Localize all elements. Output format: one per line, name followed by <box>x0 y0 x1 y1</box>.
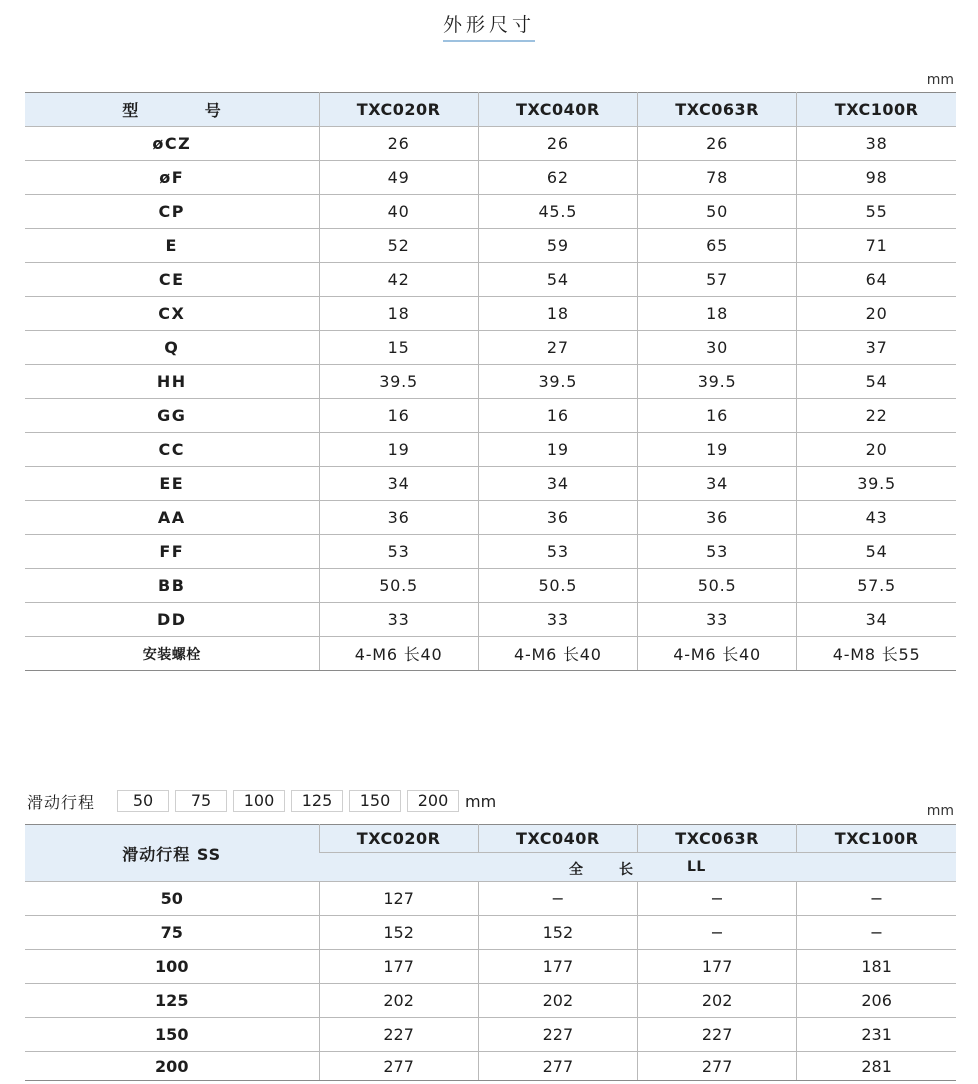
table-cell: 20 <box>797 297 956 331</box>
row-label: AA <box>25 501 319 535</box>
table-row <box>25 882 956 916</box>
table-cell: 34 <box>478 467 637 501</box>
table-cell: 36 <box>638 501 797 535</box>
table-cell: 33 <box>478 603 637 637</box>
table-row <box>25 263 956 297</box>
table-cell: 206 <box>797 984 956 1018</box>
stroke-option[interactable]: 75 <box>175 790 227 812</box>
header-model: TXC063R <box>638 93 797 127</box>
table-cell: 53 <box>478 535 637 569</box>
subheader-ll: LL <box>687 859 706 875</box>
table-cell: − <box>638 882 797 916</box>
table-row <box>25 433 956 467</box>
header-model: TXC063R <box>638 825 797 853</box>
table-cell: 277 <box>638 1052 797 1081</box>
table-row <box>25 501 956 535</box>
table-cell: 50.5 <box>638 569 797 603</box>
row-label: 125 <box>25 984 319 1018</box>
table-cell: 18 <box>319 297 478 331</box>
table-cell: 26 <box>319 127 478 161</box>
dimensions-table <box>25 92 956 671</box>
table-cell: 54 <box>478 263 637 297</box>
table-cell: 55 <box>797 195 956 229</box>
row-label: CP <box>25 195 319 229</box>
table-cell: 16 <box>478 399 637 433</box>
subheader-char: 全 <box>569 862 584 878</box>
table-cell: 50.5 <box>319 569 478 603</box>
table-cell: 71 <box>797 229 956 263</box>
table-cell: 18 <box>638 297 797 331</box>
table-cell: 22 <box>797 399 956 433</box>
row-label: 150 <box>25 1018 319 1052</box>
stroke-label: 滑动行程 <box>27 792 96 812</box>
table-cell: 50 <box>638 195 797 229</box>
header-model: TXC040R <box>478 93 637 127</box>
header-model: TXC100R <box>797 825 956 853</box>
table-row <box>25 127 956 161</box>
table-cell: 202 <box>319 984 478 1018</box>
table-cell: 52 <box>319 229 478 263</box>
header-model: TXC100R <box>797 93 956 127</box>
table-row <box>25 1052 956 1081</box>
table-cell: 231 <box>797 1018 956 1052</box>
table-cell: 202 <box>478 984 637 1018</box>
table-cell: 57 <box>638 263 797 297</box>
stroke-unit: mm <box>465 791 497 811</box>
header-model: TXC020R <box>319 93 478 127</box>
table-cell: 16 <box>638 399 797 433</box>
stroke-options <box>27 790 496 812</box>
row-label: FF <box>25 535 319 569</box>
table-cell: 53 <box>319 535 478 569</box>
row-label: E <box>25 229 319 263</box>
row-label: EE <box>25 467 319 501</box>
table-row <box>25 161 956 195</box>
table-cell: − <box>478 882 637 916</box>
table-cell: 42 <box>319 263 478 297</box>
table-cell: 16 <box>319 399 478 433</box>
row-label: øCZ <box>25 127 319 161</box>
table-cell: 277 <box>319 1052 478 1081</box>
table-cell: 57.5 <box>797 569 956 603</box>
table-cell: 49 <box>319 161 478 195</box>
table-cell: 20 <box>797 433 956 467</box>
table-cell: 34 <box>319 467 478 501</box>
row-label: 100 <box>25 950 319 984</box>
stroke-option[interactable]: 50 <box>117 790 169 812</box>
table-cell: 38 <box>797 127 956 161</box>
table-cell: 227 <box>319 1018 478 1052</box>
table-row <box>25 331 956 365</box>
unit-label-top: mm <box>926 72 954 88</box>
table-cell: 177 <box>478 950 637 984</box>
table-cell: 53 <box>638 535 797 569</box>
row-label: CE <box>25 263 319 297</box>
table-cell: 27 <box>478 331 637 365</box>
table-cell: 4-M8 长55 <box>797 637 956 671</box>
row-label: 50 <box>25 882 319 916</box>
row-label: HH <box>25 365 319 399</box>
row-label: 安装螺栓 <box>25 637 319 671</box>
length-header-row <box>25 825 956 853</box>
table-cell: 4-M6 长40 <box>478 637 637 671</box>
table-cell: 19 <box>638 433 797 467</box>
page-title <box>0 10 978 42</box>
table-cell: 62 <box>478 161 637 195</box>
table-row <box>25 229 956 263</box>
header-model: TXC020R <box>319 825 478 853</box>
table-cell: 78 <box>638 161 797 195</box>
row-label: 75 <box>25 916 319 950</box>
table-cell: 37 <box>797 331 956 365</box>
row-label: CX <box>25 297 319 331</box>
row-label: Q <box>25 331 319 365</box>
table-cell: 18 <box>478 297 637 331</box>
table-cell: 4-M6 长40 <box>638 637 797 671</box>
table-cell: 152 <box>478 916 637 950</box>
table-cell: 34 <box>797 603 956 637</box>
table-cell: 26 <box>638 127 797 161</box>
table-cell: 15 <box>319 331 478 365</box>
dimensions-header-row <box>25 93 956 127</box>
table-cell: 64 <box>797 263 956 297</box>
table-row <box>25 984 956 1018</box>
table-cell: 127 <box>319 882 478 916</box>
table-row <box>25 603 956 637</box>
table-cell: 39.5 <box>478 365 637 399</box>
row-label: GG <box>25 399 319 433</box>
table-cell: 277 <box>478 1052 637 1081</box>
stroke-option[interactable]: 100 <box>233 790 285 812</box>
row-label: øF <box>25 161 319 195</box>
length-table <box>25 824 956 1081</box>
table-cell: 33 <box>638 603 797 637</box>
table-cell: 177 <box>319 950 478 984</box>
table-row <box>25 1018 956 1052</box>
table-cell: 4-M6 长40 <box>319 637 478 671</box>
table-cell: 202 <box>638 984 797 1018</box>
table-cell: 54 <box>797 365 956 399</box>
header-stroke-label: 滑动行程 SS <box>25 825 319 882</box>
overall-length-label <box>319 853 956 882</box>
table-cell: 26 <box>478 127 637 161</box>
table-cell: 39.5 <box>797 467 956 501</box>
table-cell: − <box>797 882 956 916</box>
row-label: BB <box>25 569 319 603</box>
table-cell: 152 <box>319 916 478 950</box>
table-cell: 281 <box>797 1052 956 1081</box>
row-label: CC <box>25 433 319 467</box>
table-row <box>25 916 956 950</box>
table-row <box>25 399 956 433</box>
table-cell: 98 <box>797 161 956 195</box>
row-label: DD <box>25 603 319 637</box>
unit-label-bottom: mm <box>926 803 954 819</box>
table-cell: 65 <box>638 229 797 263</box>
table-cell: 59 <box>478 229 637 263</box>
table-cell: 19 <box>319 433 478 467</box>
table-cell: 34 <box>638 467 797 501</box>
subheader-char: 长 <box>619 862 634 878</box>
table-cell: 54 <box>797 535 956 569</box>
table-row <box>25 569 956 603</box>
table-row <box>25 535 956 569</box>
table-cell: 33 <box>319 603 478 637</box>
table-cell: 227 <box>638 1018 797 1052</box>
table-row <box>25 195 956 229</box>
table-cell: 36 <box>319 501 478 535</box>
table-cell: − <box>797 916 956 950</box>
table-cell: 40 <box>319 195 478 229</box>
table-cell: 50.5 <box>478 569 637 603</box>
page-title-text: 外形尺寸 <box>443 10 535 42</box>
row-label: 200 <box>25 1052 319 1081</box>
table-row <box>25 637 956 671</box>
table-cell: 30 <box>638 331 797 365</box>
table-cell: 43 <box>797 501 956 535</box>
table-row <box>25 950 956 984</box>
table-cell: 39.5 <box>638 365 797 399</box>
table-row <box>25 467 956 501</box>
stroke-option[interactable]: 200 <box>407 790 459 812</box>
header-model-label: 型 号 <box>25 93 319 127</box>
header-model: TXC040R <box>478 825 637 853</box>
table-cell: 227 <box>478 1018 637 1052</box>
table-row <box>25 365 956 399</box>
table-cell: 39.5 <box>319 365 478 399</box>
stroke-option[interactable]: 125 <box>291 790 343 812</box>
table-cell: 45.5 <box>478 195 637 229</box>
table-cell: 19 <box>478 433 637 467</box>
table-cell: 36 <box>478 501 637 535</box>
table-cell: 177 <box>638 950 797 984</box>
table-cell: 181 <box>797 950 956 984</box>
table-cell: − <box>638 916 797 950</box>
table-row <box>25 297 956 331</box>
stroke-option[interactable]: 150 <box>349 790 401 812</box>
